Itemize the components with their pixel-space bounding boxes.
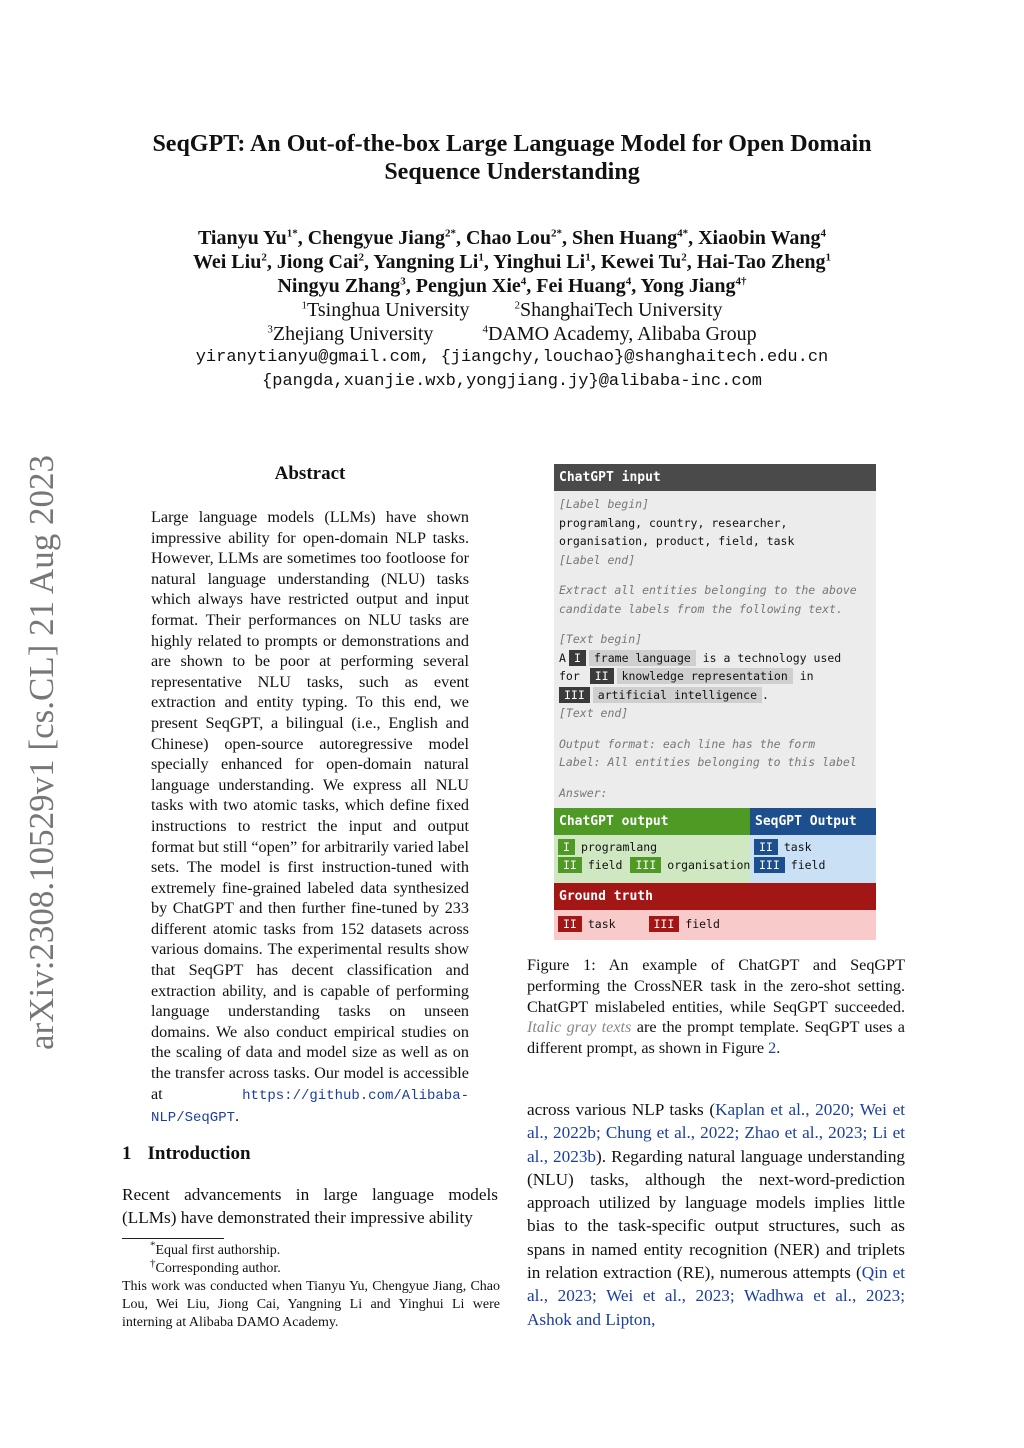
author-name: Shen Huang: [572, 227, 678, 249]
footnote-equal: *Equal first authorship.: [150, 1239, 281, 1258]
email-line-1: yiranytianyu@gmail.com, {jiangchy,louchao}@shanghaitech.edu.cn: [195, 348, 829, 367]
text-end: [Text end]: [559, 706, 629, 720]
author-name: Jiong Cai: [276, 251, 359, 273]
author-affiliation-mark: 1: [585, 251, 591, 264]
arxiv-stamp: arXiv:2308.10529v1 [cs.CL] 21 Aug 2023: [22, 455, 61, 1050]
author-affiliation-mark: 4: [820, 227, 827, 240]
format-line: Label: All entities belonging to this label: [559, 755, 857, 769]
output-row: [554, 808, 876, 883]
citation-link[interactable]: Wadhwa et al., 2023: [743, 1286, 901, 1306]
citation-link[interactable]: Wei et al., 2023: [606, 1286, 730, 1306]
author-affiliation-mark: 4†: [735, 275, 747, 288]
text-line-1: A I frame language is a technology used: [559, 650, 842, 665]
answer-prompt: Answer:: [559, 785, 608, 800]
label-list-line: programlang, country, researcher,: [559, 515, 788, 530]
format-line: Output format: each line has the form: [559, 736, 816, 751]
figure-1: [554, 464, 876, 940]
author-name: Wei Liu: [192, 251, 262, 273]
output-item: II task: [754, 838, 872, 856]
author-name: Kewei Tu: [600, 251, 682, 273]
entity-span: frame language: [589, 650, 696, 666]
title-line-1: SeqGPT: An Out-of-the-box Large Language Model for Open Domain: [152, 131, 872, 157]
citation-link[interactable]: Qin et al., 2023: [527, 1263, 905, 1306]
abstract-heading: Abstract: [274, 463, 346, 484]
author-line-2: Wei Liu$^2$, Jiong Cai$^2$, Yangning Li$^1$, Yinghui Li$^1$, Kewei Tu$^2$, Hai-Tao Zheng$^1$: [192, 251, 832, 273]
figure-caption: Figure 1: An example of ChatGPT and SeqGPT performing the CrossNER task in the zero-shot setting. ChatGPT mislabeled entities, while SeqGPT succeeded. Italic gray texts are the prompt template. SeqGPT uses a different prompt, as shown in Figure 2.: [527, 956, 905, 1058]
author-affiliation-mark: 2: [681, 251, 687, 264]
author-affiliation-mark: 1: [825, 251, 832, 264]
email-line-2: {pangda,xuanjie.wxb,yongjiang.jy}@alibaba-inc.com: [262, 372, 762, 391]
output-item: II field III organisation: [558, 856, 746, 874]
author-affiliation-mark: 1: [478, 251, 484, 264]
citation-link[interactable]: Wei et al., 2022b: [527, 1100, 906, 1143]
author-affiliation-mark: 4: [520, 275, 527, 288]
entity-tag: III: [559, 687, 590, 703]
author-block: [100, 226, 924, 394]
citation-link[interactable]: Zhao et al., 2023: [744, 1123, 863, 1143]
author-affiliation-mark: 2: [261, 251, 267, 264]
seqgpt-output-header: SeqGPT Output: [750, 808, 876, 835]
entity-span: knowledge representation: [617, 668, 793, 684]
ground-truth-body: [554, 910, 876, 940]
author-name: Chao Lou: [465, 227, 552, 249]
author-name: Pengjun Xie: [415, 275, 521, 297]
affiliation: Tsinghua University: [307, 299, 470, 321]
author-affiliation-mark: 2*: [444, 227, 456, 240]
author-name: Tianyu Yu: [197, 227, 287, 249]
ground-truth-header: Ground truth: [554, 883, 876, 910]
output-item: I programlang: [558, 838, 746, 856]
author-name: Yangning Li: [373, 251, 479, 273]
author-name: Hai-Tao Zheng: [696, 251, 826, 273]
seqgpt-output-body: [750, 835, 876, 883]
chatgpt-output-header: ChatGPT output: [554, 808, 750, 835]
label-list-line: organisation, product, field, task: [559, 534, 795, 548]
affiliation-row-1: $^1$Tsinghua University $^2$ShanghaiTech University: [301, 299, 723, 321]
intro-paragraph: Recent advancements in large language models (LLMs) have demonstrated their impressive ability: [122, 1185, 498, 1228]
citation-link[interactable]: Kaplan et al., 2020: [715, 1100, 850, 1119]
instruction-line: candidate labels from the following text.: [559, 601, 843, 616]
repo-link[interactable]: https://github.com/Alibaba-NLP/SeqGPT: [151, 1087, 469, 1127]
output-item: III field: [754, 856, 872, 874]
seqgpt-output-panel: [750, 808, 876, 883]
instruction-line: Extract all entities belonging to the above: [559, 583, 857, 597]
author-name: Yong Jiang: [640, 275, 736, 297]
output-item: III field: [649, 916, 720, 932]
output-item: II task: [558, 916, 616, 932]
author-name: Ningyu Zhang: [277, 275, 401, 297]
chatgpt-output-panel: [554, 808, 750, 883]
author-affiliation-mark: 3: [400, 275, 406, 288]
chatgpt-input-body: [554, 491, 876, 808]
right-column-paragraph: across various NLP tasks (Kaplan et al., 2020; Wei et al., 2022b; Chung et al., 2022; Zhao et al., 2023; Li et al., 2023b). Regarding natural language understanding (NLU) tasks, although the next-word-prediction approach utilized by language models implies little bias to the task-specific output structures, such as spans in named entity recognition (NER) and triplets in relation extraction (RE), numerous attempts (Qin et al., 2023; Wei et al., 2023; Wadhwa et al., 2023; Ashok and Lipton,: [527, 1100, 906, 1329]
entity-tag: II: [590, 668, 614, 684]
author-affiliation-mark: 1*: [286, 227, 298, 240]
author-name: Chengyue Jiang: [307, 227, 445, 249]
author-affiliation-mark: 4: [625, 275, 632, 288]
label-end: [Label end]: [559, 552, 636, 567]
footnotes: [122, 1239, 500, 1332]
footnote-corresponding: †Corresponding author.: [150, 1257, 281, 1276]
author-line-1: Tianyu $Yu^{1*}$, Chengyue Jiang$^{2*}$, Chao Lou$^{2*}$, Shen Huang$^{4*}$, Xiaobin Wang$^4$: [197, 227, 827, 249]
affiliation: ShanghaiTech University: [520, 299, 723, 321]
abstract-body: Large language models (LLMs) have shown impressive ability for open-domain NLP tasks. However, LLMs are sometimes too footloose for natural language understanding (NLU) tasks which always have restricted output and input format. Their performances on NLU tasks are highly related to prompts or demonstrations and are shown to be poor at performing several representative NLU tasks, such as event extraction and entity typing. To this end, we present SeqGPT, a bilingual (i.e., English and Chinese) open-source autoregressive model specially enhanced for open-domain natural language understanding. We express all NLU tasks with two atomic tasks, which define fixed instructions to restrict the input and output format but still “open” for arbitrarily varied label sets. The model is first instruction-tuned with extremely fine-grained labeled data synthesized by ChatGPT and then further fine-tuned by 233 different atomic tasks from 152 datasets across various domains. The experimental results show that SeqGPT has decent classification and extraction ability, and is capable of performing language understanding tasks on unseen domains. We also conduct empirical studies on the scaling of data and model size as well as on the transfer across tasks. Our model is accessible at https://github.com/Alibaba-NLP/SeqGPT.: [151, 508, 469, 1127]
author-affiliation-mark: 2: [358, 251, 365, 264]
text-begin: [Text begin]: [559, 632, 643, 646]
figure-ref-link[interactable]: 2: [768, 1039, 777, 1058]
citation-link[interactable]: Chung et al., 2022: [605, 1123, 735, 1143]
text-line-2: for II knowledge representation in: [559, 669, 814, 683]
section-heading-introduction: 1 Introduction: [122, 1143, 251, 1164]
entity-tag: I: [569, 650, 586, 666]
footnote-internship: This work was conducted when Tianyu Yu, Chengyue Jiang, Chao Lou, Wei Liu, Jiong Cai, Yangning Li and Yinghui Li were interning at Alibaba DAMO Academy.: [122, 1279, 500, 1330]
affiliation: Zhejiang University: [272, 323, 434, 345]
entity-span: artificial intelligence: [593, 687, 762, 703]
citation-link[interactable]: Ashok and Lipton: [527, 1309, 652, 1329]
author-name: Fei Huang: [536, 275, 626, 297]
author-name: Yinghui Li: [493, 251, 586, 273]
footnote-divider: [122, 1238, 224, 1239]
citation-link[interactable]: Li et al., 2023b: [527, 1123, 906, 1166]
paper-title: [100, 130, 924, 186]
label-begin: [Label begin]: [559, 497, 650, 511]
author-line-3: Ningyu Zhang$^3$, Pengjun Xie$^4$, Fei Huang$^4$, Yong Jiang$^{4\dagger}$: [277, 275, 747, 297]
affiliation-row-2: $^3$Zhejiang University $^4$DAMO Academy, Alibaba Group: [267, 323, 757, 345]
author-affiliation-mark: 4*: [677, 227, 689, 240]
chatgpt-output-body: [554, 835, 750, 883]
author-name: Xiaobin Wang: [698, 227, 821, 249]
title-line-2: Sequence Understanding: [384, 159, 640, 185]
chatgpt-input-header: ChatGPT input: [554, 464, 876, 491]
affiliation: DAMO Academy, Alibaba Group: [487, 323, 757, 345]
author-affiliation-mark: 2*: [551, 227, 563, 240]
text-line-3: III artificial intelligence .: [559, 686, 871, 705]
